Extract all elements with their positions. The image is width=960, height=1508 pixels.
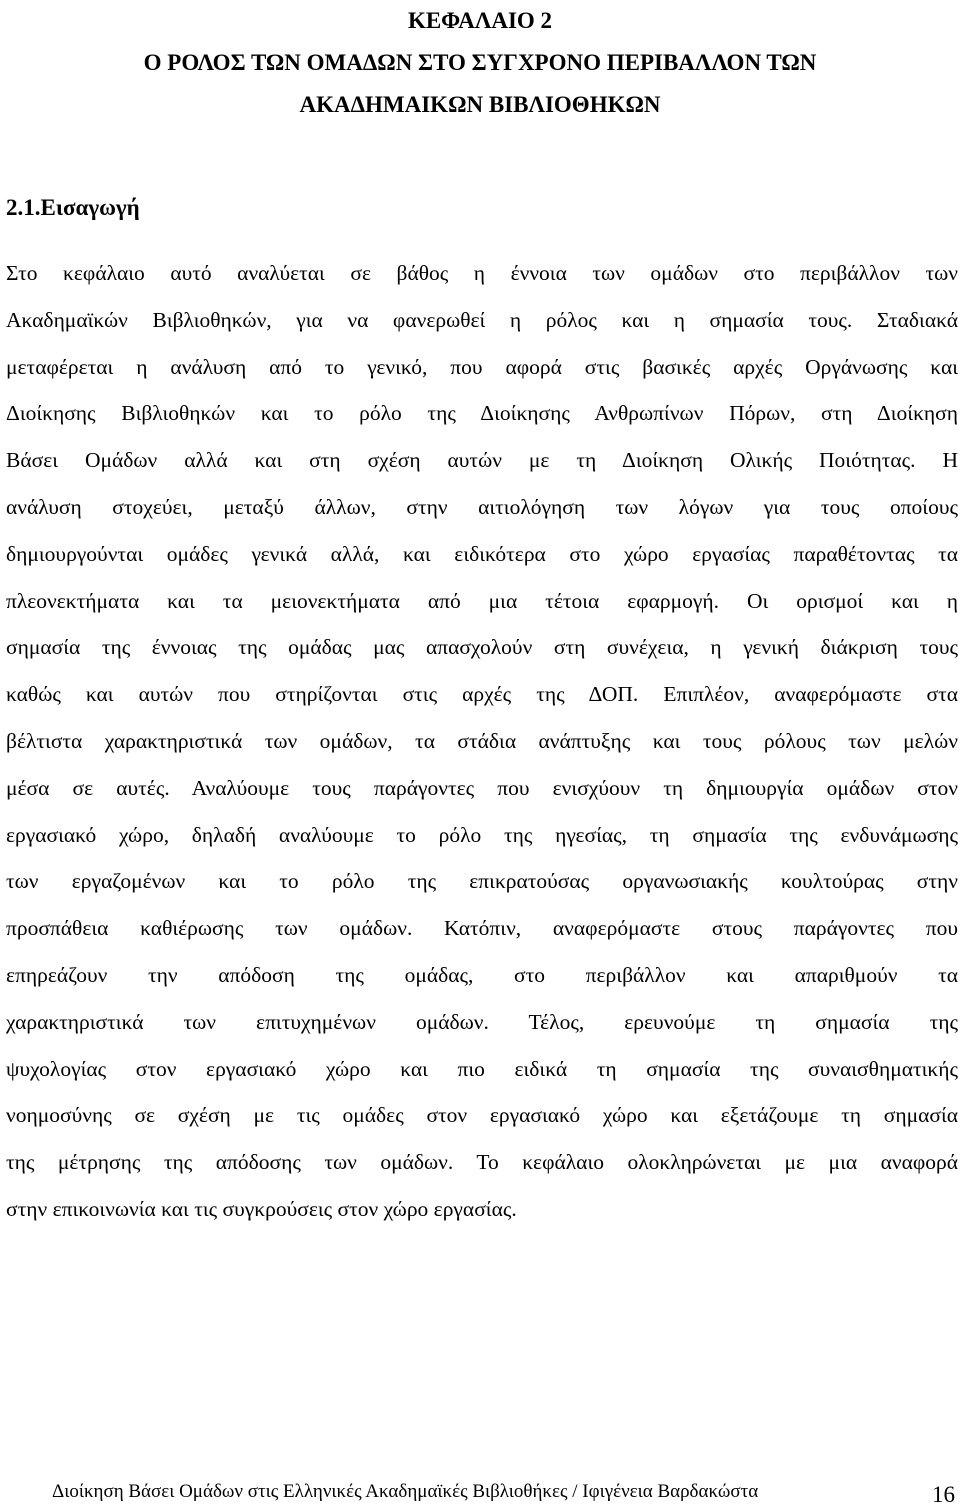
text-line: νοημοσύνης σε σχέση με τις ομάδες στον εργασιακό χώρο και εξετάζουμε τη σημασία — [6, 1103, 958, 1128]
text-line: στην επικοινωνία και τις συγκρούσεις στον χώρο εργασίας. — [6, 1196, 517, 1221]
text-line: προσπάθεια καθιέρωσης των ομάδων. Κατόπιν, αναφερόμαστε στους παράγοντες που — [6, 916, 958, 941]
chapter-title-line-1: Ο ΡΟΛΟΣ ΤΩΝ ΟΜΑΔΩΝ ΣΤΟ ΣΥΓΧΡΟΝΟ ΠΕΡΙΒΑΛΛΟΝ ΤΩΝ — [143, 50, 817, 75]
text-line: ανάλυση στοχεύει, μεταξύ άλλων, στην αιτιολόγηση των λόγων για τους οποίους — [6, 494, 958, 519]
text-line: δημιουργούνται ομάδες γενικά αλλά, και ειδικότερα στο χώρο εργασίας παραθέτοντας τα — [6, 541, 958, 566]
chapter-heading — [0, 0, 960, 126]
text-line: Στο κεφάλαιο αυτό αναλύεται σε βάθος η έννοια των ομάδων στο περιβάλλον των — [6, 261, 958, 285]
text-line: επηρεάζουν την απόδοση της ομάδας, στο περιβάλλον και απαριθμούν τα — [6, 962, 958, 987]
page-number: 16 — [932, 1482, 955, 1507]
text-line: χαρακτηριστικά των επιτυχημένων ομάδων. Τέλος, ερευνούμε τη σημασία της — [6, 1009, 958, 1034]
text-line: ψυχολογίας στον εργασιακό χώρο και πιο ειδικά τη σημασία της συναισθηματικής — [6, 1056, 958, 1081]
footer-text: Διοίκηση Βάσει Ομάδων στις Ελληνικές Ακαδημαϊκές Βιβλιοθήκες / Ιφιγένεια Βαρδακώστα — [52, 1481, 759, 1502]
text-line: μεταφέρεται η ανάλυση από το γενικό, που αφορά στις βασικές αρχές Οργάνωσης και — [6, 354, 958, 379]
body-paragraph — [6, 250, 958, 1233]
text-line: βέλτιστα χαρακτηριστικά των ομάδων, τα στάδια ανάπτυξης και τους ρόλους των μελών — [6, 728, 958, 753]
chapter-title-line-2: ΑΚΑΔΗΜΑΙΚΩΝ ΒΙΒΛΙΟΘΗΚΩΝ — [299, 92, 661, 117]
text-line: μέσα σε αυτές. Αναλύουμε τους παράγοντες που ενισχύουν τη δημιουργία ομάδων στον — [6, 775, 958, 800]
text-line: σημασία της έννοιας της ομάδας μας απασχολούν στη συνέχεια, η γενική διάκριση τους — [6, 635, 958, 660]
text-line: της μέτρησης της απόδοσης των ομάδων. Το κεφάλαιο ολοκληρώνεται με μια αναφορά — [6, 1150, 958, 1175]
text-line: Βάσει Ομάδων αλλά και στη σχέση αυτών με τη Διοίκηση Ολικής Ποιότητας. Η — [6, 448, 958, 473]
text-line: Διοίκησης Βιβλιοθηκών και το ρόλο της Διοίκησης Ανθρωπίνων Πόρων, στη Διοίκηση — [6, 401, 958, 426]
page-footer — [0, 1476, 960, 1508]
text-line: καθώς και αυτών που στηρίζονται στις αρχές της ΔΟΠ. Επιπλέον, αναφερόμαστε στα — [6, 682, 958, 707]
text-line: εργασιακό χώρο, δηλαδή αναλύουμε το ρόλο της ηγεσίας, τη σημασία της ενδυνάμωσης — [6, 822, 958, 847]
text-line: πλεονεκτήματα και τα μειονεκτήματα από μια τέτοια εφαρμογή. Οι ορισμοί και η — [6, 588, 958, 613]
chapter-label: ΚΕΦΑΛΑΙΟ 2 — [407, 8, 553, 33]
text-line: των εργαζομένων και το ρόλο της επικρατούσας οργανωσιακής κουλτούρας στην — [6, 869, 958, 894]
text-line: Ακαδημαϊκών Βιβλιοθηκών, για να φανερωθεί η ρόλος και η σημασία τους. Σταδιακά — [6, 307, 958, 332]
section-heading: 2.1.Εισαγωγή — [6, 195, 140, 220]
